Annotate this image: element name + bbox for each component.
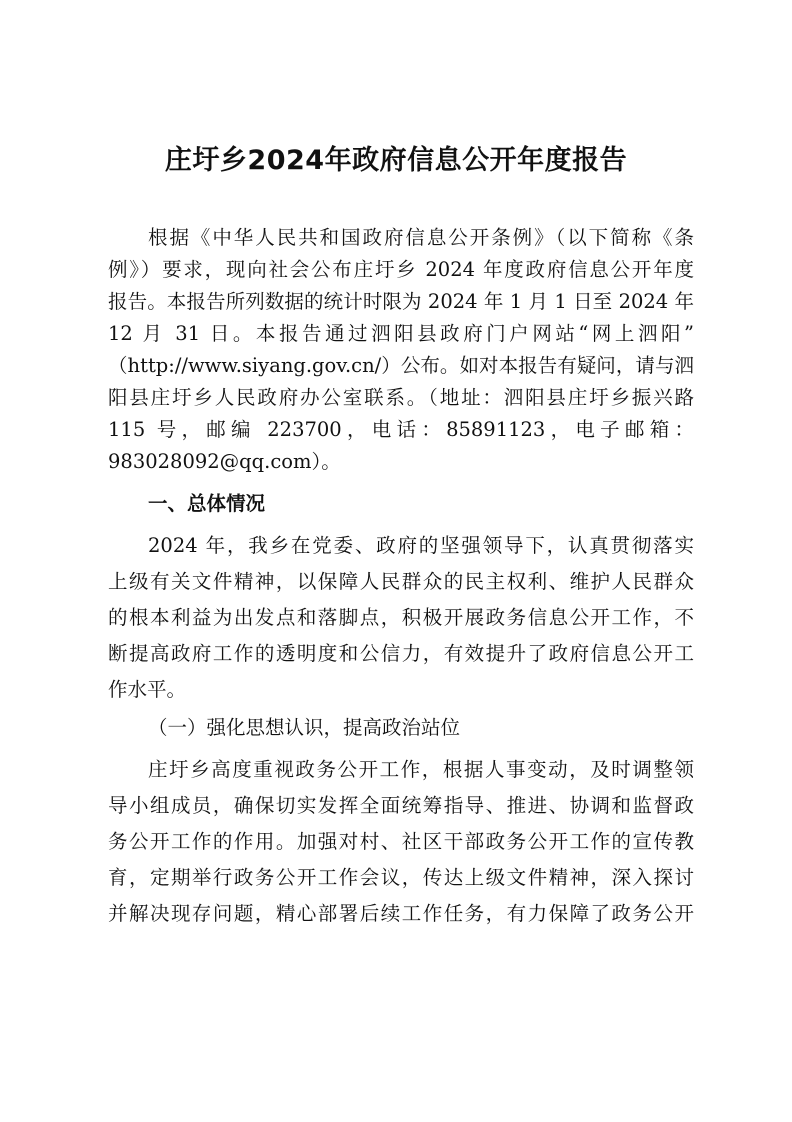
paragraph-line: 根据《中华人民共和国政府信息公开条例》（以下简称《条 — [148, 226, 694, 249]
paragraph-line: 上级有关文件精神，以保障人民群众的民主权利、维护人民群众 — [108, 570, 694, 593]
paragraph-line: 断提高政府工作的透明度和公信力，有效提升了政府信息公开工 — [108, 642, 694, 665]
paragraph-line: 例》）要求，现向社会公布庄圩乡 2024 年度政府信息公开年度 — [108, 258, 694, 281]
subsection-heading: （一）强化思想认识，提高政治站位 — [148, 716, 461, 739]
paragraph-line: 的根本利益为出发点和落脚点，积极开展政务信息公开工作，不 — [108, 606, 694, 629]
paragraph-line: 育，定期举行政务公开工作会议，传达上级文件精神，深入探讨 — [108, 866, 694, 889]
paragraph-line: 导小组成员，确保切实发挥全面统筹指导、推进、协调和监督政 — [108, 794, 694, 817]
paragraph-line: 12 月 31 日。本报告通过泗阳县政府门户网站“网上泗阳” — [108, 322, 694, 345]
paragraph-line: 983028092@qq.com）。 — [108, 450, 341, 473]
section-heading: 一、总体情况 — [148, 492, 266, 515]
document-title: 庄圩乡2024年政府信息公开年度报告 — [164, 145, 628, 176]
paragraph-line: 2024 年，我乡在党委、政府的坚强领导下，认真贯彻落实 — [148, 534, 694, 557]
paragraph-line: 庄圩乡高度重视政务公开工作，根据人事变动，及时调整领 — [148, 758, 694, 781]
paragraph-line: （http://www.siyang.gov.cn/）公布。如对本报告有疑问，请与泗 — [108, 354, 694, 377]
paragraph-line: 报告。本报告所列数据的统计时限为 2024 年 1 月 1 日至 2024 年 — [108, 290, 694, 313]
paragraph-line: 作水平。 — [108, 678, 187, 701]
paragraph-line: 并解决现存问题，精心部署后续工作任务，有力保障了政务公开 — [108, 902, 694, 925]
paragraph-line: 115 号，邮编 223700，电话：85891123，电子邮箱： — [108, 418, 694, 441]
paragraph-line: 阳县庄圩乡人民政府办公室联系。（地址：泗阳县庄圩乡振兴路 — [108, 386, 694, 409]
paragraph-line: 务公开工作的作用。加强对村、社区干部政务公开工作的宣传教 — [108, 830, 694, 853]
